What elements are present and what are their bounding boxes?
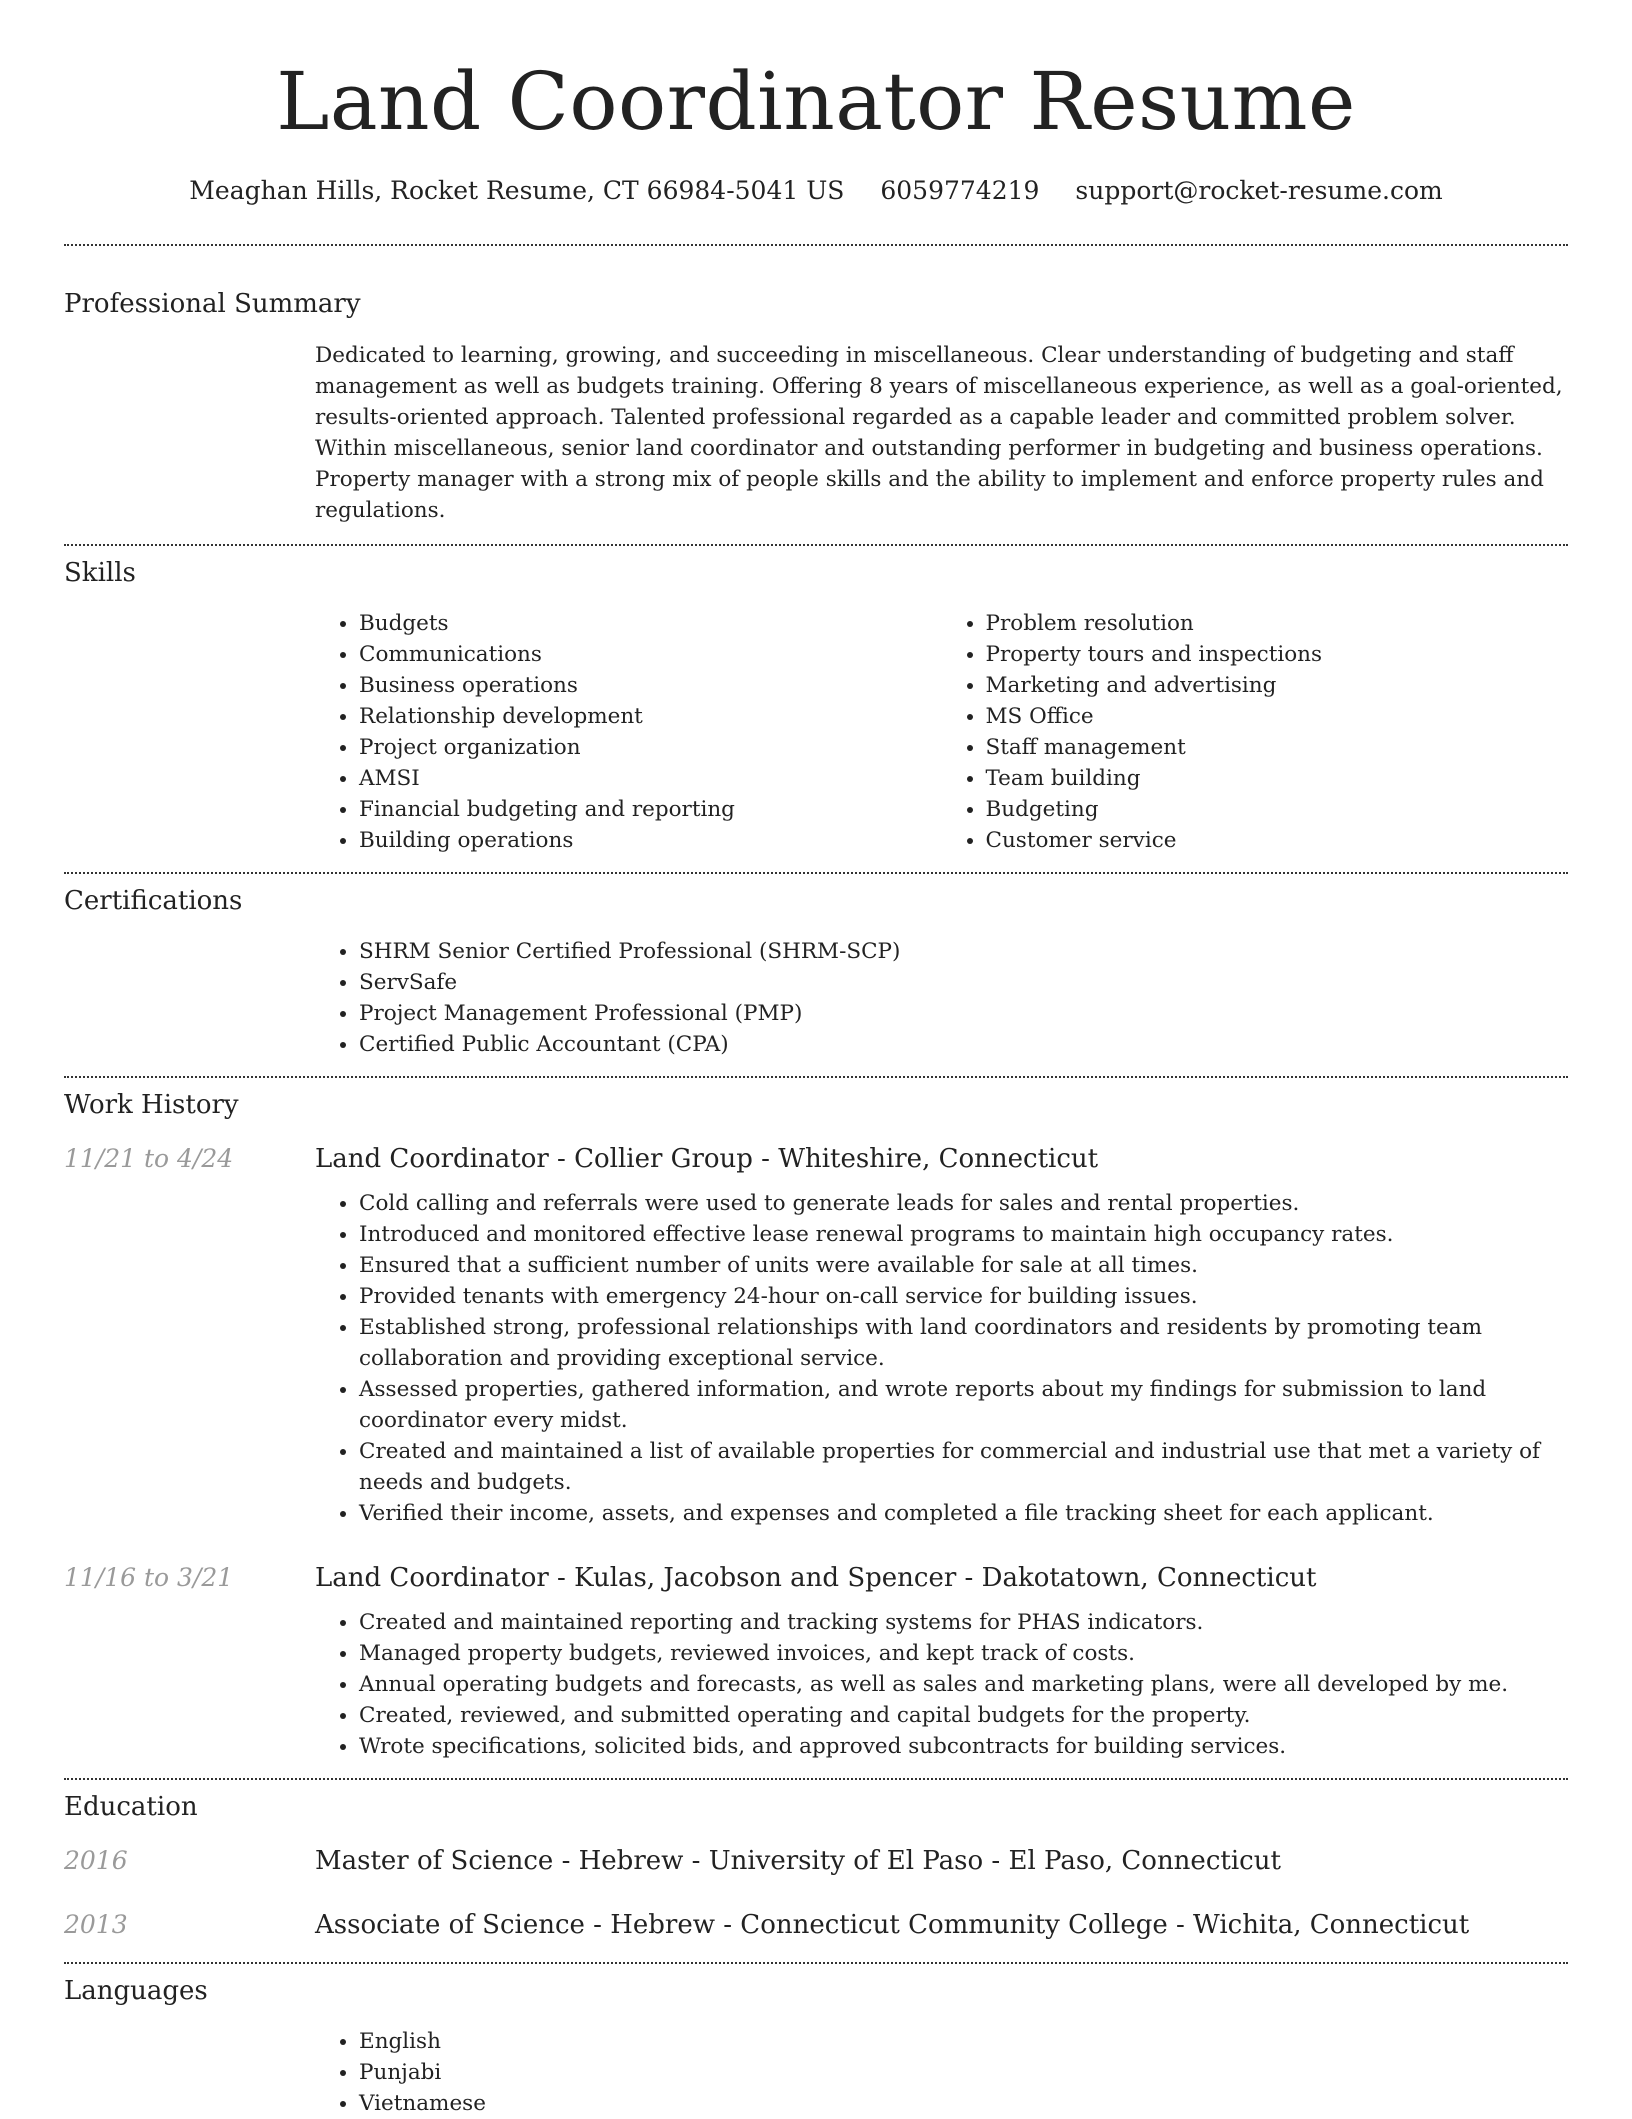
education-section	[64, 1790, 1568, 1940]
divider	[64, 1778, 1568, 1780]
education-year: 2013	[64, 1910, 128, 1939]
skills-section	[64, 556, 1568, 856]
summary-text: Dedicated to learning, growing, and succeeding in miscellaneous. Clear understanding of budgeting and staff management as well as budgets training. Offering 8 years of miscellaneous experience, as well as a goal-oriented, results-oriented approach. Talented professional regarded as a capable leader and committed problem solver. Within miscellaneous, senior land coordinator and outstanding performer in budgeting and business operations. Property manager with a strong mix of people skills and the ability to implement and enforce property rules and regulations.	[315, 343, 1563, 523]
education-year: 2016	[64, 1846, 128, 1875]
contact-email: support@rocket-resume.com	[1075, 176, 1443, 205]
language-item: • English	[359, 2026, 1568, 2057]
job-bullet: • Managed property budgets, reviewed invoices, and kept track of costs.	[359, 1638, 1568, 1669]
skills-heading: Skills	[64, 558, 136, 588]
skill-item: • Customer service	[986, 825, 1569, 856]
job-bullet: • Assessed properties, gathered information, and wrote reports about my findings for submission to land coordinator every midst.	[359, 1374, 1568, 1436]
job-title: Land Coordinator - Kulas, Jacobson and Spencer - Dakotatown, Connecticut	[315, 1563, 1317, 1593]
job-entry	[64, 1144, 1568, 1529]
certification-item: • ServSafe	[359, 967, 1568, 998]
job-bullets	[315, 1607, 1568, 1762]
education-entry	[64, 1910, 1568, 1940]
skill-item: • Budgeting	[986, 794, 1569, 825]
skill-item: • Relationship development	[359, 701, 942, 732]
job-bullet: • Wrote specifications, solicited bids, and approved subcontracts for building services.	[359, 1731, 1568, 1762]
education-degree: Master of Science - Hebrew - University of El Paso - El Paso, Connecticut	[315, 1846, 1281, 1876]
job-bullet: • Created and maintained reporting and tracking systems for PHAS indicators.	[359, 1607, 1568, 1638]
contact-address: Meaghan Hills, Rocket Resume, CT 66984-5041 US	[189, 176, 845, 205]
divider	[64, 1962, 1568, 1964]
work-history-section	[64, 1088, 1568, 1762]
certifications-list	[315, 936, 1568, 1060]
job-bullet: • Introduced and monitored effective lease renewal programs to maintain high occupancy rates.	[359, 1219, 1568, 1250]
skills-list-right	[942, 608, 1569, 856]
job-bullet: • Annual operating budgets and forecasts, as well as sales and marketing plans, were all developed by me.	[359, 1669, 1568, 1700]
languages-heading: Languages	[64, 1976, 208, 2006]
job-dates: 11/16 to 3/21	[64, 1563, 234, 1592]
skill-item: • Communications	[359, 639, 942, 670]
skill-item: • MS Office	[986, 701, 1569, 732]
skill-item: • Staff management	[986, 732, 1569, 763]
skill-item: • Project organization	[359, 732, 942, 763]
job-title: Land Coordinator - Collier Group - Whiteshire, Connecticut	[315, 1144, 1099, 1174]
education-entry	[64, 1846, 1568, 1876]
language-item: • Vietnamese	[359, 2088, 1568, 2119]
languages-section	[64, 1974, 1568, 2119]
skills-list-left	[315, 608, 942, 856]
job-bullet: • Verified their income, assets, and expenses and completed a file tracking sheet for each applicant.	[359, 1498, 1568, 1529]
certification-item: • Certified Public Accountant (CPA)	[359, 1029, 1568, 1060]
skill-item: • Budgets	[359, 608, 942, 639]
work-history-heading: Work History	[64, 1090, 239, 1120]
skill-item: • Financial budgeting and reporting	[359, 794, 942, 825]
skill-item: • Team building	[986, 763, 1569, 794]
job-bullet: • Cold calling and referrals were used to generate leads for sales and rental properties.	[359, 1188, 1568, 1219]
skill-item: • Property tours and inspections	[986, 639, 1569, 670]
job-bullet: • Ensured that a sufficient number of units were available for sale at all times.	[359, 1250, 1568, 1281]
divider	[64, 872, 1568, 874]
resume-title: Land Coordinator Resume	[276, 55, 1356, 148]
job-bullet: • Created, reviewed, and submitted operating and capital budgets for the property.	[359, 1700, 1568, 1731]
certification-item: • Project Management Professional (PMP)	[359, 998, 1568, 1029]
skill-item: • Business operations	[359, 670, 942, 701]
language-item: • Punjabi	[359, 2057, 1568, 2088]
skill-item: • Building operations	[359, 825, 942, 856]
education-heading: Education	[64, 1792, 198, 1822]
job-dates: 11/21 to 4/24	[64, 1144, 234, 1173]
certifications-section	[64, 884, 1568, 1060]
job-bullet: • Provided tenants with emergency 24-hour on-call service for building issues.	[359, 1281, 1568, 1312]
divider	[64, 244, 1568, 246]
skill-item: • AMSI	[359, 763, 942, 794]
job-bullet: • Created and maintained a list of available properties for commercial and industrial use that met a variety of needs and budgets.	[359, 1436, 1568, 1498]
languages-list	[315, 2026, 1568, 2119]
certification-item: • SHRM Senior Certified Professional (SHRM-SCP)	[359, 936, 1568, 967]
job-entry	[64, 1563, 1568, 1762]
skill-item: • Problem resolution	[986, 608, 1569, 639]
job-bullet: • Established strong, professional relationships with land coordinators and residents by promoting team collaboration and providing exceptional service.	[359, 1312, 1568, 1374]
summary-section	[64, 287, 1568, 526]
divider	[64, 1076, 1568, 1078]
education-degree: Associate of Science - Hebrew - Connecticut Community College - Wichita, Connecticut	[315, 1910, 1470, 1940]
skill-item: • Marketing and advertising	[986, 670, 1569, 701]
certifications-heading: Certifications	[64, 886, 243, 916]
contact-phone: 6059774219	[880, 176, 1040, 205]
divider	[64, 544, 1568, 546]
summary-heading: Professional Summary	[64, 289, 361, 319]
job-bullets	[315, 1188, 1568, 1529]
contact-line	[64, 174, 1568, 208]
